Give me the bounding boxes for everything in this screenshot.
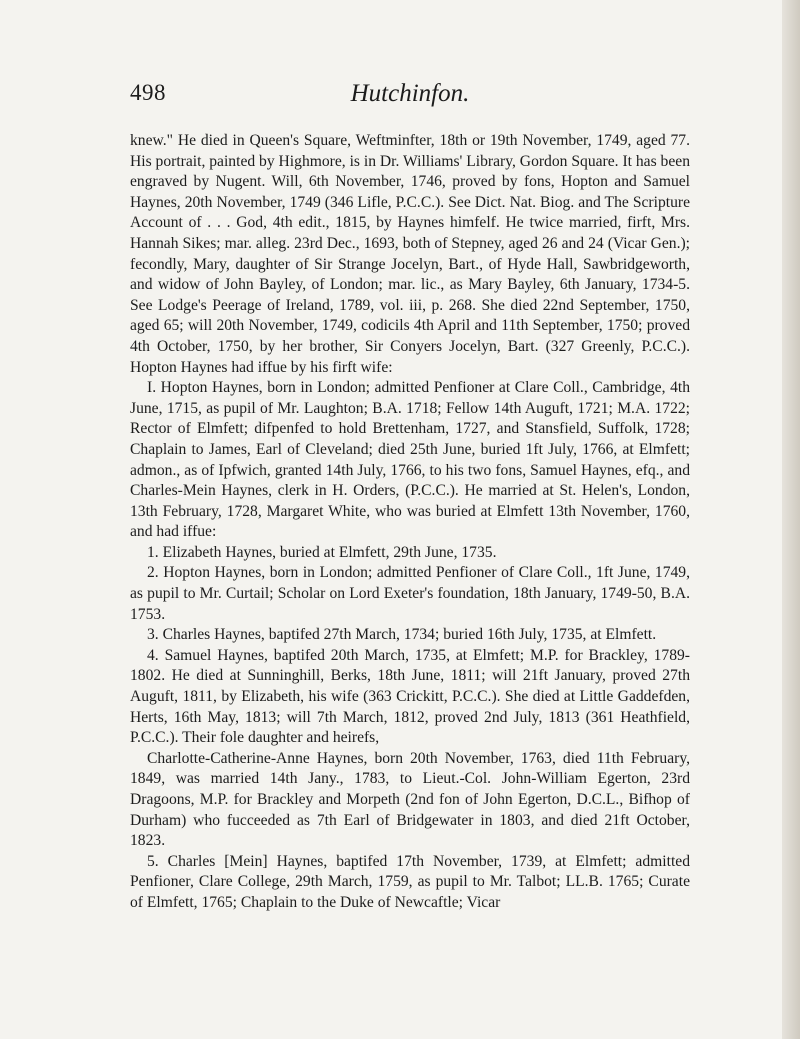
paragraph: 4. Samuel Haynes, baptifed 20th March, 1735, at Elmfett; M.P. for Brackley, 1789-1802. He died at Sunninghill, Berks, 18th June, 1811; will 21ft January, proved 27th Auguft, 1811, by Elizabeth, his wife (363 Crickitt, P.C.C.). She died at Little Gaddefden, Herts, 16th May, 1813; will 7th March, 1812, proved 2nd July, 1813 (361 Heathfield, P.C.C.). Their fole daughter and heirefs, [130, 646, 690, 747]
paragraph: 2. Hopton Haynes, born in London; admitted Penfioner of Clare Coll., 1ft June, 1749, as pupil to Mr. Curtail; Scholar on Lord Exeter's foundation, 18th January, 1749-50, B.A. 1753. [130, 564, 690, 623]
page-number: 498 [130, 80, 166, 105]
paragraph: I. Hopton Haynes, born in London; admitted Penfioner at Clare Coll., Cambridge, 4th June, 1715, as pupil of Mr. Laughton; B.A. 1718; Fellow 14th Auguft, 1721; M.A. 1722; Rector of Elmfett; difpenfed to hold Brettenham, 1727, and Stansfield, Suffolk, 1728; Chaplain to James, Earl of Cleveland; died 25th June, buried 1ft July, 1766, at Elmfett; admon., as of Ipfwich, granted 14th July, 1766, to his two fons, Samuel Haynes, efq., and Charles-Mein Haynes, clerk in H. Orders, (P.C.C.). He married at St. Helen's, London, 13th February, 1728, Margaret White, who was buried at Elmfett 13th November, 1760, and had iffue: [130, 379, 690, 541]
running-title: Hutchinfon. [350, 80, 470, 107]
paragraph: Charlotte-Catherine-Anne Haynes, born 20th November, 1763, died 11th February, 1849, was married 14th Jany., 1783, to Lieut.-Col. John-William Egerton, 23rd Dragoons, M.P. for Brackley and Morpeth (2nd fon of John Egerton, D.C.L., Bifhop of Durham) who fucceeded as 7th Earl of Bridgewater in 1803, and died 21ft October, 1823. [130, 749, 690, 850]
page-header [130, 80, 690, 120]
paragraph: knew." He died in Queen's Square, Weftminfter, 18th or 19th November, 1749, aged 77. His portrait, painted by Highmore, is in Dr. Williams' Library, Gordon Square. It has been engraved by Nugent. Will, 6th November, 1746, proved by fons, Hopton and Samuel Haynes, 20th November, 1749 (346 Lifle, P.C.C.). See Dict. Nat. Biog. and The Scripture Account of . . . God, 4th edit., 1815, by Haynes himfelf. He twice married, firft, Mrs. Hannah Sikes; mar. alleg. 23rd Dec., 1693, both of Stepney, aged 26 and 24 (Vicar Gen.); fecondly, Mary, daughter of Sir Strange Jocelyn, Bart., of Hyde Hall, Sawbridgeworth, and widow of John Bayley, of London; mar. lic., as Mary Bayley, 6th January, 1734-5. See Lodge's Peerage of Ireland, 1789, vol. iii, p. 268. She died 22nd September, 1750, aged 65; will 20th November, 1749, codicils 4th April and 11th September, 1750; proved 4th October, 1750, by her brother, Sir Conyers Jocelyn, Bart. (327 Greenly, P.C.C.). Hopton Haynes had iffue by his firft wife: [130, 132, 690, 376]
page-edge [782, 0, 800, 1039]
paragraph: 5. Charles [Mein] Haynes, baptifed 17th November, 1739, at Elmfett; admitted Penfioner, Clare College, 29th March, 1759, as pupil to Mr. Talbot; LL.B. 1765; Curate of Elmfett, 1765; Chaplain to the Duke of Newcaftle; Vicar [130, 852, 690, 911]
paragraph: 1. Elizabeth Haynes, buried at Elmfett, 29th June, 1735. [147, 543, 497, 561]
body-text [130, 131, 690, 914]
paragraph: 3. Charles Haynes, baptifed 27th March, 1734; buried 16th July, 1735, at Elmfett. [147, 626, 657, 644]
